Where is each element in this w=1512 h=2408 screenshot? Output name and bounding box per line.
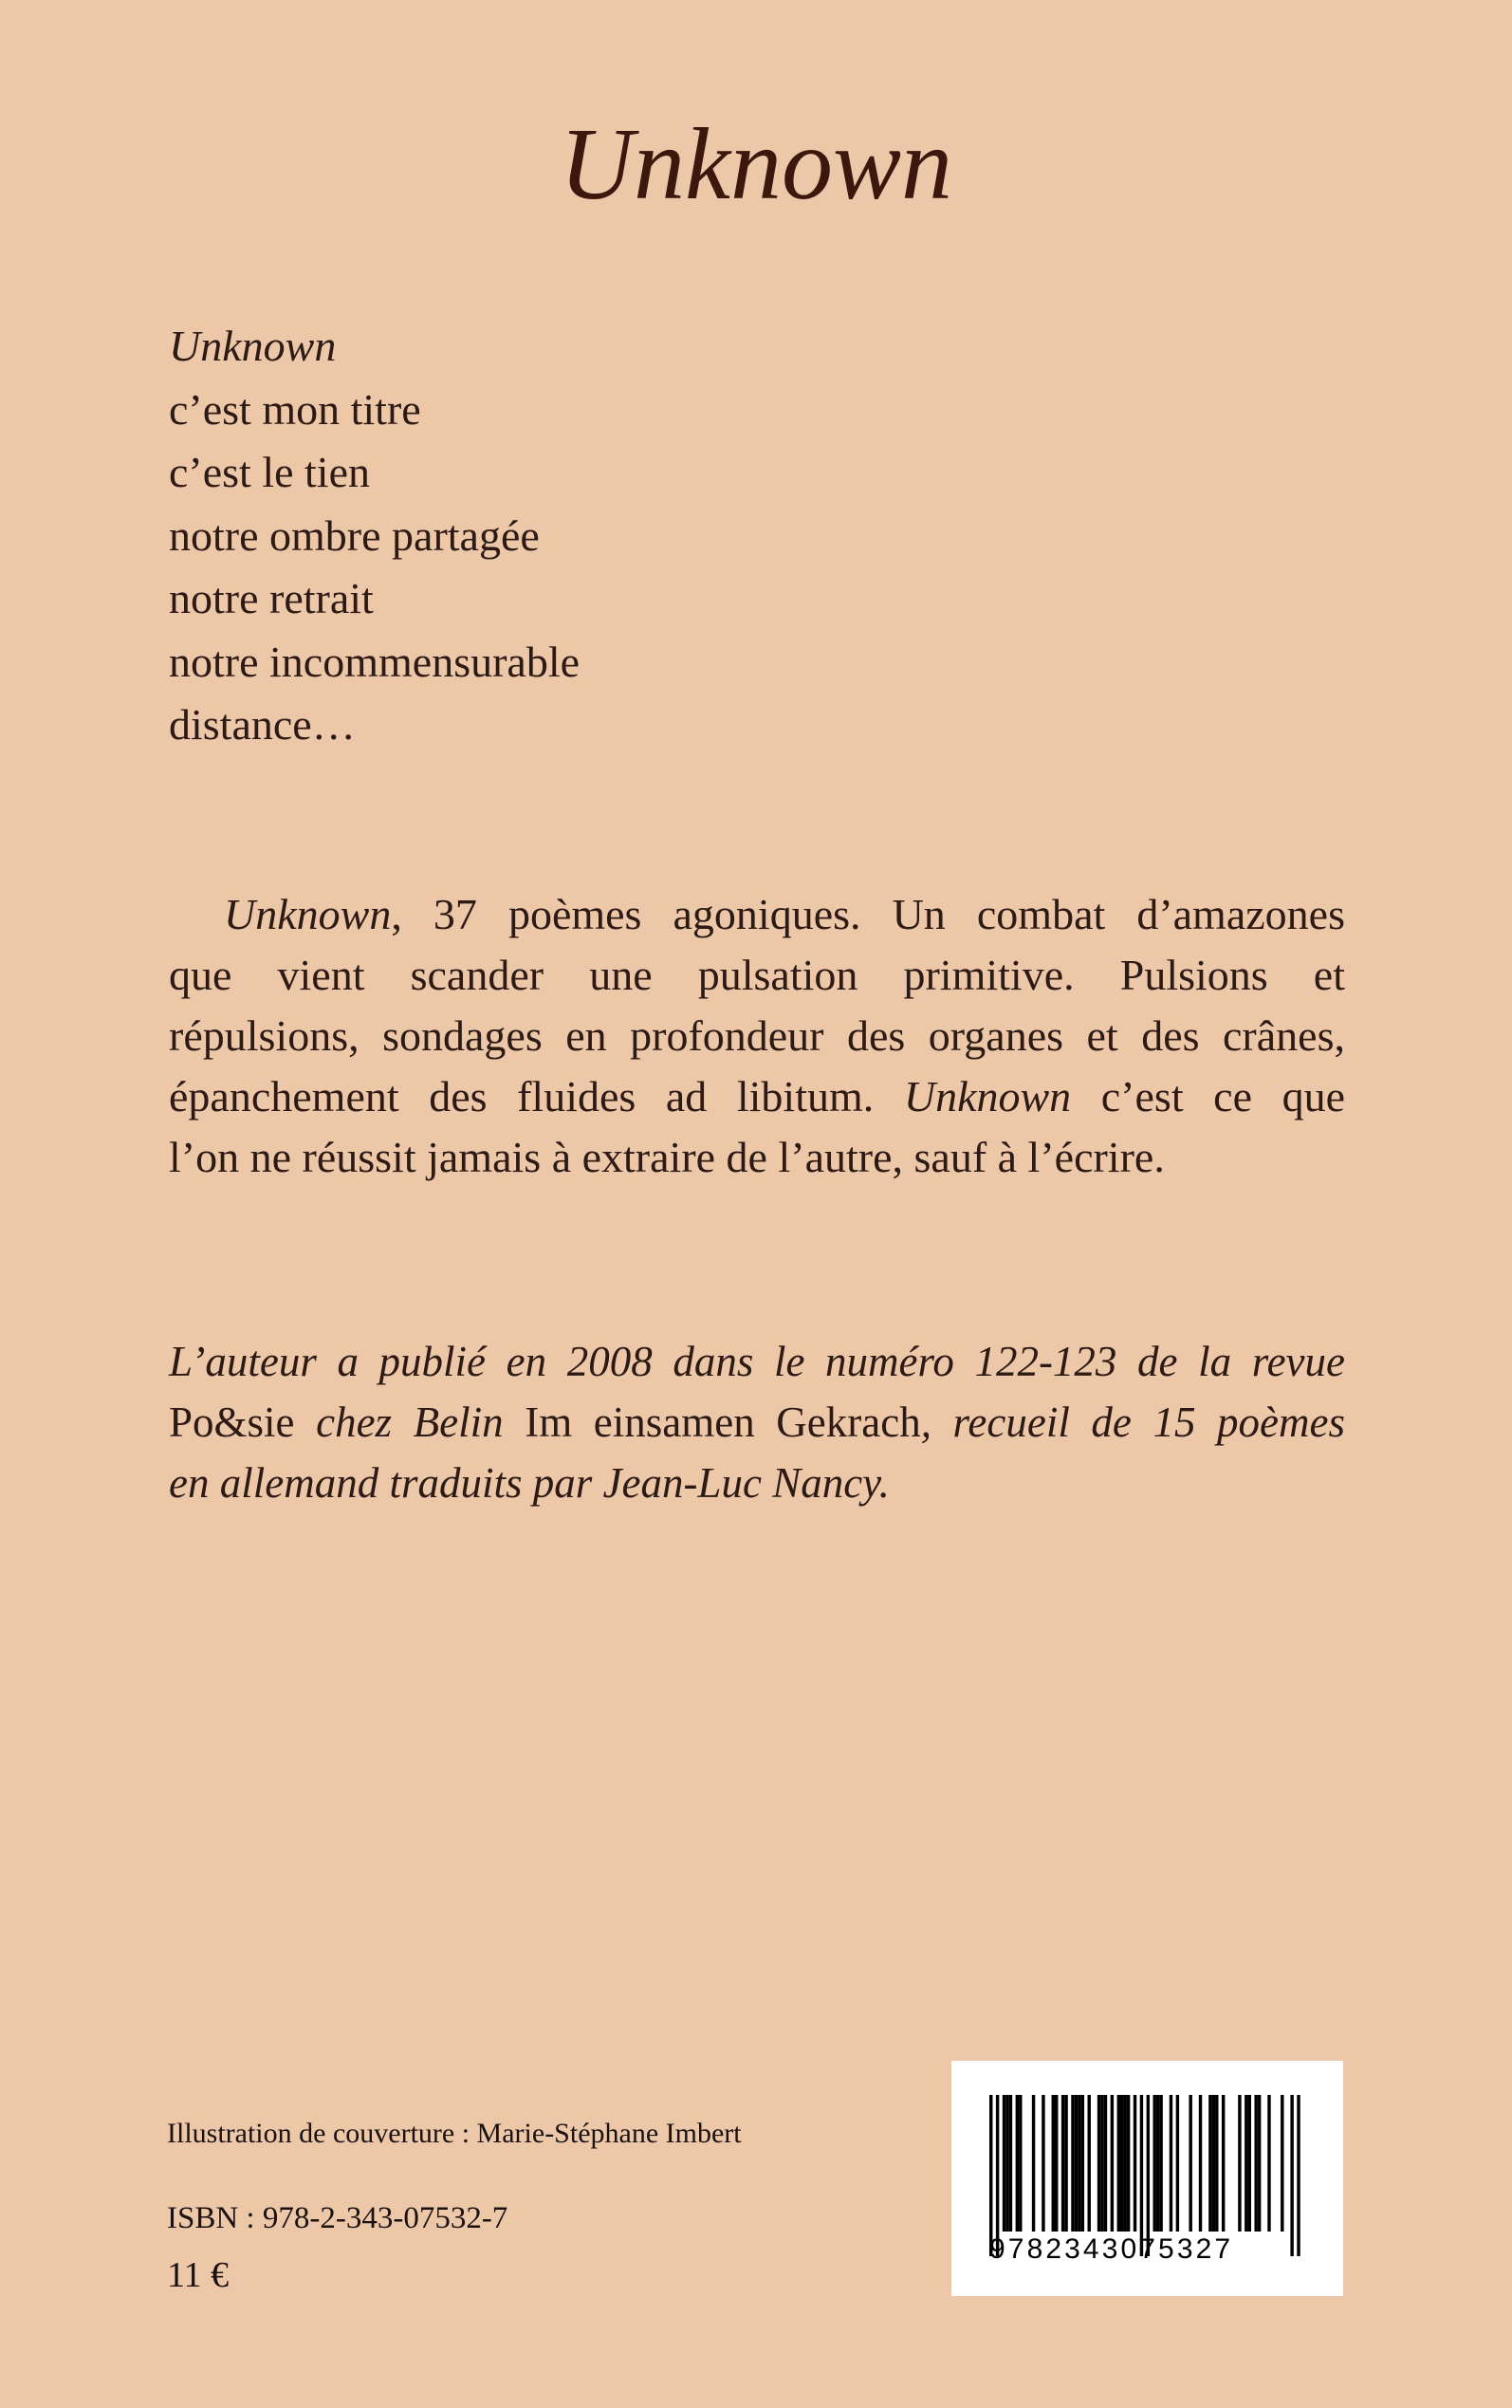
barcode-bar: [1019, 2095, 1022, 2232]
poem-line: c’est mon titre: [169, 384, 421, 434]
poem-excerpt: [169, 315, 1023, 757]
barcode-bar: [1088, 2095, 1091, 2232]
barcode-bar: [1005, 2095, 1008, 2232]
barcode-bar: [1100, 2095, 1103, 2232]
barcode-bar: [1254, 2095, 1257, 2232]
barcode-bar: [1003, 2095, 1005, 2232]
barcode-bar: [1245, 2095, 1247, 2232]
barcode-bar: [1170, 2095, 1172, 2232]
poem-line: c’est le tien: [169, 448, 371, 496]
barcode-bar: [1061, 2095, 1064, 2232]
summary-line: [169, 884, 1345, 945]
barcode-bar: [1212, 2095, 1215, 2232]
barcode-bar: [1248, 2095, 1251, 2232]
barcode-bar: [1267, 2095, 1270, 2232]
barcode-bar: [1104, 2095, 1107, 2232]
summary-title-italic: Unknown: [903, 1072, 1072, 1121]
barcode-bar: [1153, 2095, 1156, 2232]
barcode-bar: [1009, 2095, 1012, 2232]
poem-line: notre ombre partagée: [169, 510, 540, 560]
author-note-line: [169, 1453, 1345, 1513]
summary-line: [169, 1066, 1345, 1127]
illustration-credit: Illustration de couverture : Marie-Stéphane Imbert: [167, 2118, 742, 2149]
barcode-bar: [1071, 2095, 1074, 2232]
barcode-bar: [1042, 2095, 1044, 2232]
isbn: ISBN : 978-2-343-07532-7: [167, 2201, 508, 2235]
barcode-bar: [1176, 2095, 1179, 2232]
author-note-italic: chez Belin: [294, 1398, 526, 1446]
barcode-bar: [1052, 2095, 1055, 2232]
summary-title-italic: Unknown: [224, 890, 392, 938]
barcode-bar: [1147, 2095, 1150, 2256]
barcode-bar: [1208, 2095, 1211, 2232]
poem-line: distance…: [169, 700, 356, 749]
barcode-bar: [1290, 2095, 1293, 2256]
barcode-bar: [1199, 2095, 1202, 2232]
summary-text: , 37 poèmes agoniques. Un combat d’amazones: [391, 890, 1345, 938]
barcode-bar: [1127, 2095, 1130, 2232]
book-summary: [169, 884, 1345, 1188]
author-note-italic: , recueil de 15 poèmes: [920, 1398, 1345, 1446]
barcode-bar: [1032, 2095, 1035, 2232]
barcode-bar: [1097, 2095, 1100, 2232]
price: 11 €: [167, 2255, 230, 2295]
barcode-bar: [1055, 2095, 1058, 2232]
summary-line: répulsions, sondages en profondeur des organes et des crânes,: [169, 1011, 1345, 1060]
barcode-bar: [1123, 2095, 1126, 2232]
barcode-bar: [1159, 2095, 1162, 2232]
barcode-bar: [1120, 2095, 1123, 2232]
barcode-bar: [1189, 2095, 1191, 2232]
barcode-bar: [1140, 2095, 1143, 2256]
collection-title: Im einsamen Gekrach: [525, 1398, 921, 1446]
poem-line: notre incommensurable: [169, 637, 581, 686]
barcode-bar: [1117, 2095, 1120, 2232]
author-note-line: [169, 1331, 1345, 1392]
barcode-bar: [1258, 2095, 1261, 2232]
summary-line: l’on ne réussit jamais à extraire de l’autre, sauf à l’écrire.: [169, 1133, 1165, 1181]
journal-name: Po&sie: [169, 1398, 295, 1446]
barcode: [951, 2061, 1343, 2296]
barcode-bar: [1156, 2095, 1159, 2232]
barcode-bar: [1016, 2095, 1019, 2232]
barcode-bar: [1064, 2095, 1067, 2232]
summary-text: c’est ce que: [1071, 1072, 1345, 1121]
barcode-bar: [1222, 2095, 1225, 2232]
author-note-line: [169, 1392, 1345, 1453]
barcode-bar: [1111, 2095, 1114, 2232]
barcode-bar: [1134, 2095, 1136, 2232]
poem-line: notre retrait: [169, 574, 374, 622]
summary-line: que vient scander une pulsation primitive. Pulsions et: [169, 951, 1345, 999]
author-note: [169, 1331, 1345, 1513]
barcode-bar: [989, 2095, 992, 2256]
barcode-bar: [1297, 2095, 1300, 2256]
barcode-bar: [1081, 2095, 1084, 2232]
barcode-bar: [1078, 2095, 1080, 2232]
author-note-italic: en allemand traduits par Jean-Luc Nancy.: [169, 1459, 890, 1507]
barcode-bar: [1281, 2095, 1283, 2232]
barcode-bar: [1238, 2095, 1241, 2232]
book-title: Unknown: [560, 108, 952, 221]
poem-line: Unknown: [169, 322, 337, 370]
barcode-bar: [1075, 2095, 1078, 2232]
barcode-bar: [996, 2095, 999, 2256]
barcode-digits: 9782343075327: [989, 2233, 1234, 2265]
barcode-bar: [1215, 2095, 1218, 2232]
summary-text: épanchement des fluides ad libitum.: [169, 1072, 904, 1121]
author-note-italic: L’auteur a publié en 2008 dans le numéro 122-123 de la revue: [169, 1338, 1345, 1385]
